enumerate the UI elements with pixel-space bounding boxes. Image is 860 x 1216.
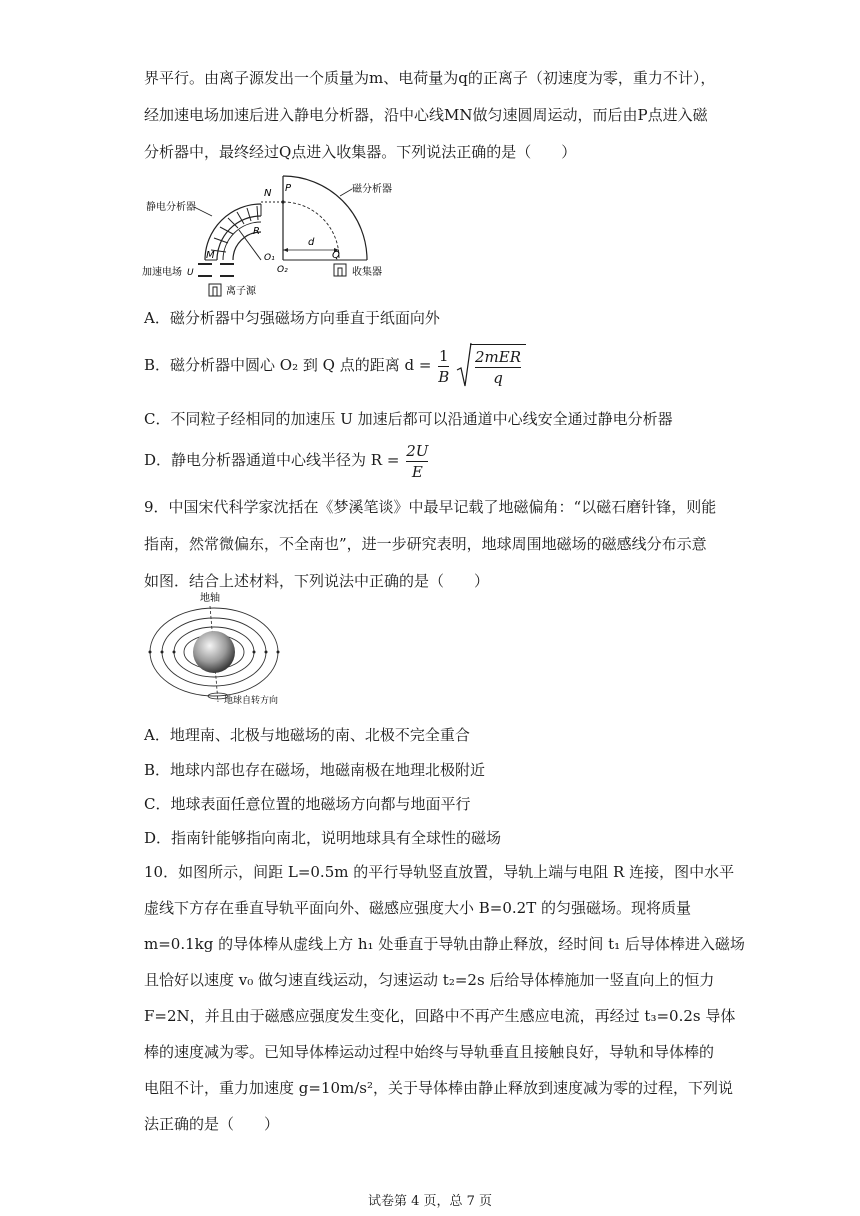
q9-option-a: A．地理南、北极与地磁场的南、北极不完全重合 xyxy=(144,726,470,744)
q8-option-b-sqrt: $\frac{\text{2mER}}{q}$ xyxy=(456,344,526,389)
label-d: d xyxy=(308,237,315,248)
label-O2: O₂ xyxy=(277,265,288,275)
q9-earth-figure xyxy=(144,590,284,710)
q8-line-1: 界平行。由离子源发出一个质量为m、电荷量为q的正离子（初速度为零，重力不计）， xyxy=(144,69,716,87)
q10-line-3: m=0.1kg 的导体棒从虚线上方 h₁ 处垂直于导轨由静止释放，经时间 t₁ 后导体棒进入磁场 xyxy=(144,935,745,953)
q8-option-b-text: B．磁分析器中圆心 O₂ 到 Q 点的距离 d = xyxy=(144,356,432,374)
page-footer: 试卷第 4 页，总 7 页 xyxy=(367,1194,493,1209)
q8-option-d-fraction: $\frac{2U}{E}$ xyxy=(406,441,429,481)
earth-globe xyxy=(193,631,235,673)
label-magnetic-analyzer: 磁分析器 xyxy=(352,184,392,195)
label-M: M xyxy=(206,250,215,261)
q8-figure xyxy=(140,172,410,300)
label-N: N xyxy=(264,188,272,199)
q10-line-5: F=2N，并且由于磁感应强度发生变化，回路中不再产生感应电流，再经过 t₃=0.2s 导体 xyxy=(144,1007,736,1025)
q9-option-c: C．地球表面任意位置的地磁场方向都与地面平行 xyxy=(144,795,471,813)
q9-line-3: 如图．结合上述材料，下列说法中正确的是（ ） xyxy=(144,572,490,590)
label-earth-axis: 地轴 xyxy=(200,593,220,604)
q8-option-c: C．不同粒子经相同的加速压 U 加速后都可以沿通道中心线安全通过静电分析器 xyxy=(144,410,673,428)
q8-line-2: 经加速电场加速后进入静电分析器，沿中心线MN做匀速圆周运动，而后由P点进入磁 xyxy=(144,106,708,124)
label-U: U xyxy=(187,268,194,278)
q8-option-d-text: D．静电分析器通道中心线半径为 R = xyxy=(144,451,400,469)
q8-option-d xyxy=(144,438,430,482)
q9-option-d: D．指南针能够指向南北，说明地球具有全球性的磁场 xyxy=(144,829,502,847)
q8-option-b xyxy=(144,343,526,389)
q10-line-7: 电阻不计，重力加速度 g=10m/s²，关于导体棒由静止释放到速度减为零的过程，下列说 xyxy=(144,1079,734,1097)
label-R: R xyxy=(253,226,260,237)
q9-line-1: 9．中国宋代科学家沈括在《梦溪笔谈》中最早记载了地磁偏角：“以磁石磨针锋，则能 xyxy=(144,498,717,516)
q10-line-8: 法正确的是（ ） xyxy=(144,1115,280,1133)
label-O1: O₁ xyxy=(264,253,275,263)
label-collector: 收集器 xyxy=(352,267,382,278)
label-ion-source: 离子源 xyxy=(226,286,256,297)
q8-option-a: A．磁分析器中匀强磁场方向垂直于纸面向外 xyxy=(144,309,440,327)
q9-option-b: B．地球内部也存在磁场，地磁南极在地理北极附近 xyxy=(144,761,486,779)
q9-line-2: 指南，然常微偏东，不全南也”，进一步研究表明，地球周围地磁场的磁感线分布示意 xyxy=(144,535,707,553)
q10-line-2: 虚线下方存在垂直导轨平面向外、磁感应强度大小 B=0.2T 的匀强磁场。现将质量 xyxy=(144,899,691,917)
label-accel-field: 加速电场 xyxy=(142,267,182,278)
q10-line-1: 10．如图所示，间距 L=0.5m 的平行导轨竖直放置，导轨上端与电阻 R 连接，图中水平 xyxy=(144,863,735,881)
label-Q: Q xyxy=(332,250,340,261)
q10-line-4: 且恰好以速度 v₀ 做匀速直线运动，匀速运动 t₂=2s 后给导体棒施加一竖直向上的恒力 xyxy=(144,971,715,989)
label-electro-analyzer: 静电分析器 xyxy=(146,202,196,213)
label-P: P xyxy=(285,183,292,194)
q8-option-b-fraction: $\frac{1}{B}$ xyxy=(438,346,450,386)
q10-line-6: 棒的速度减为零。已知导体棒运动过程中始终与导轨垂直且接触良好，导轨和导体棒的 xyxy=(144,1043,715,1061)
label-earth-rotation: 地球自转方向 xyxy=(224,696,279,706)
q8-line-3: 分析器中，最终经过Q点进入收集器。下列说法正确的是（ ） xyxy=(144,143,577,161)
